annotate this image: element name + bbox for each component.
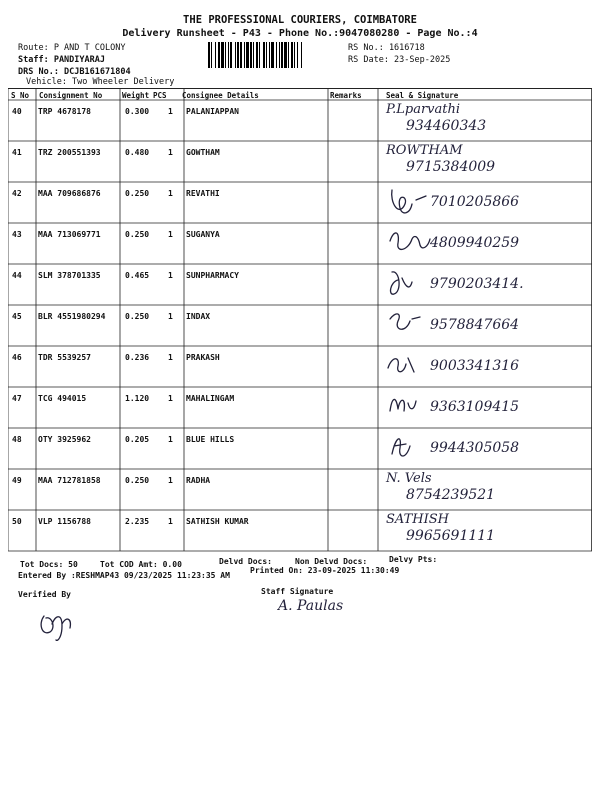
handwritten-phone: 9944305058 [430,440,520,456]
document-title: THE PROFESSIONAL COURIERS, COIMBATORE [183,14,417,26]
handwritten-phone: 8754239521 [406,487,496,503]
row-sno: 40 [12,107,22,116]
col-header-consignment: Consignment No [39,91,103,100]
row-pcs: 1 [168,148,173,157]
handwritten-signature [386,432,436,464]
handwritten-phone: 9715384009 [406,159,496,175]
delivered-docs: Delvd Docs: [219,557,272,566]
rs-date: RS Date: 23-Sep-2025 [348,55,451,65]
row-weight: 0.300 [125,107,150,116]
col-header-weight: Weight [122,91,150,100]
handwritten-phone: 9578847664 [430,317,520,333]
row-consignment-no: TDR 5539257 [38,353,91,362]
row-consignment-no: MAA 712781858 [38,476,101,485]
row-sno: 47 [12,394,22,403]
row-pcs: 1 [168,394,173,403]
drs-number: DRS No.: DCJB161671804 [18,67,131,77]
handwritten-phone: 7010205866 [430,194,520,210]
total-docs: Tot Docs: 50 [20,560,78,569]
handwritten-name: P.Lparvathi [386,102,461,117]
row-sno: 46 [12,353,22,362]
row-weight: 0.236 [125,353,150,362]
row-weight: 0.250 [125,230,150,239]
row-sno: 50 [12,517,22,526]
row-weight: 0.465 [125,271,150,280]
row-pcs: 1 [168,107,173,116]
row-consignee: SUNPHARMACY [186,271,239,280]
row-weight: 0.480 [125,148,150,157]
handwritten-phone: 4809940259 [430,235,520,251]
row-pcs: 1 [168,271,173,280]
row-pcs: 1 [168,517,173,526]
row-consignment-no: MAA 709686876 [38,189,101,198]
rs-number: RS No.: 1616718 [348,43,425,53]
delivery-points: Delvy Pts: [389,555,438,564]
row-consignee: MAHALINGAM [186,394,235,403]
handwritten-phone: 9363109415 [430,399,520,415]
runsheet-subtitle: Delivery Runsheet - P43 - Phone No.:9047080280 - Page No.:4 [122,28,478,39]
row-pcs: 1 [168,230,173,239]
row-consignee: BLUE HILLS [186,435,235,444]
col-header-sno: S No [11,91,30,100]
row-consignment-no: VLP 1156788 [38,517,91,526]
handwritten-signature [386,268,436,300]
row-weight: 0.250 [125,476,150,485]
row-sno: 42 [12,189,22,198]
row-consignment-no: TCG 494015 [38,394,87,403]
handwritten-phone: 9965691111 [406,528,496,544]
entered-by: Entered By :RESHMAP43 09/23/2025 11:23:35 AM [18,571,230,580]
row-consignee: RADHA [186,476,211,485]
row-pcs: 1 [168,189,173,198]
row-consignee: GOWTHAM [186,148,220,157]
row-weight: 2.235 [125,517,150,526]
vehicle-text: Vehicle: Two Wheeler Delivery [26,77,175,87]
row-consignee: INDAX [186,312,211,321]
verified-by-label: Verified By [18,590,71,599]
row-pcs: 1 [168,312,173,321]
total-cod-amount: Tot COD Amt: 0.00 [100,560,182,569]
handwritten-signature [386,309,436,341]
row-sno: 43 [12,230,22,239]
handwritten-phone: 9790203414. [430,276,524,292]
handwritten-name: SATHISH [386,512,449,527]
row-consignee: SATHISH KUMAR [186,517,249,526]
row-consignment-no: TRP 4678178 [38,107,91,116]
row-sno: 49 [12,476,22,485]
staff-text: Staff: PANDIYARAJ [18,55,105,65]
col-header-consignee: Consignee Details [182,91,259,100]
row-pcs: 1 [168,435,173,444]
handwritten-signature [386,391,436,423]
row-pcs: 1 [168,476,173,485]
handwritten-phone: 934460343 [406,118,487,134]
route-text: Route: P AND T COLONY [18,43,126,53]
handwritten-signature [386,186,436,218]
staff-signature-label: Staff Signature [261,587,334,596]
row-sno: 41 [12,148,22,157]
row-consignment-no: BLR 4551980294 [38,312,106,321]
col-header-pcs: PCS [153,91,167,100]
row-consignee: SUGANYA [186,230,220,239]
verified-by-signature [36,606,86,646]
col-header-remarks: Remarks [330,91,362,100]
col-header-signature: Seal & Signature [386,91,459,100]
handwritten-name: ROWTHAM [386,143,463,158]
row-consignment-no: MAA 713069771 [38,230,101,239]
row-weight: 0.250 [125,189,150,198]
row-pcs: 1 [168,353,173,362]
row-sno: 44 [12,271,22,280]
printed-on: Printed On: 23-09-2025 11:30:49 [250,566,400,575]
row-weight: 1.120 [125,394,150,403]
row-consignee: REVATHI [186,189,220,198]
row-consignment-no: OTY 3925962 [38,435,91,444]
handwritten-name: N. Vels [386,471,432,486]
row-consignee: PALANIAPPAN [186,107,239,116]
row-weight: 0.250 [125,312,150,321]
row-consignment-no: TRZ 200551393 [38,148,101,157]
row-consignment-no: SLM 378701335 [38,271,101,280]
row-consignee: PRAKASH [186,353,220,362]
non-delivered-docs: Non Delvd Docs: [295,557,368,566]
handwritten-phone: 9003341316 [430,358,520,374]
handwritten-signature [386,350,436,382]
row-sno: 48 [12,435,22,444]
handwritten-signature [386,227,436,259]
row-sno: 45 [12,312,22,321]
row-weight: 0.205 [125,435,150,444]
staff-handwritten-signature: A. Paulas [278,598,344,614]
